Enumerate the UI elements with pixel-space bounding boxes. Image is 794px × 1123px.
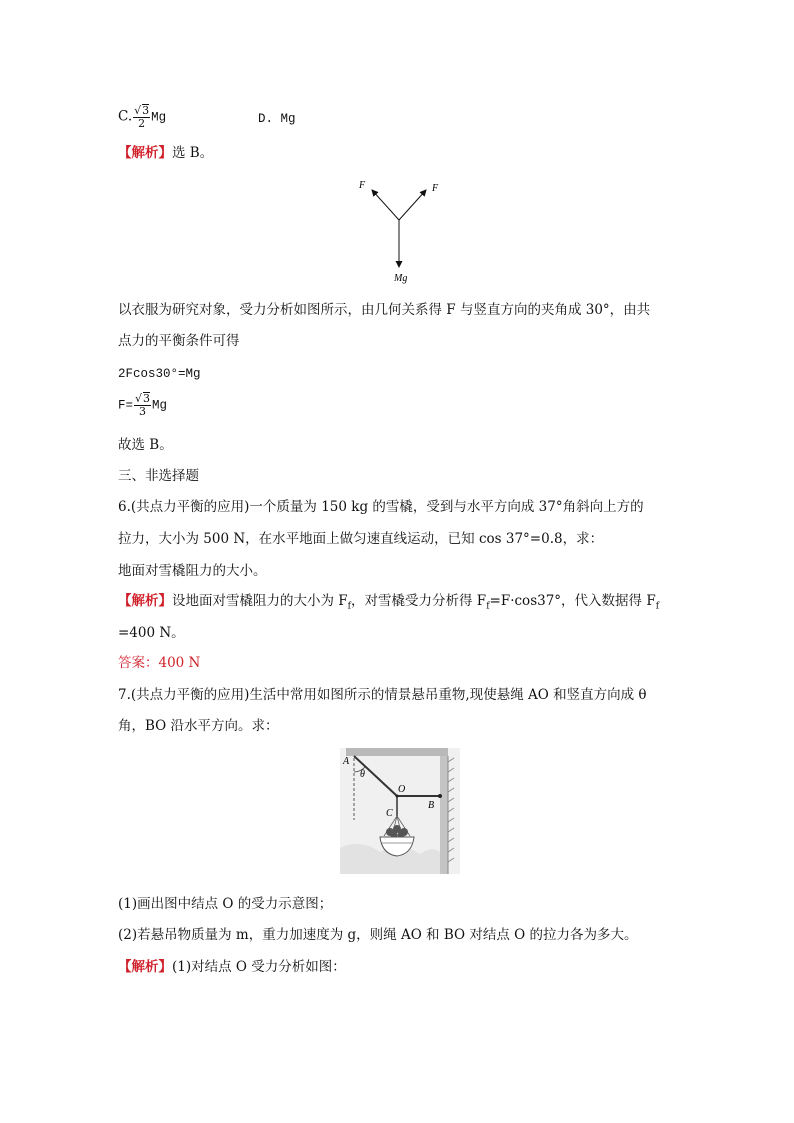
label-mg: Mg (394, 273, 408, 284)
conclusion: 故选 B。 (118, 437, 173, 453)
force-left-arrow (372, 190, 399, 220)
label-f-right: F (432, 183, 439, 194)
q6-analysis: 【解析】设地面对雪橇阻力的大小为 $F_f$，对雪橇受力分析得 $F_f=F\cdot\cos 37^\circ$，代入数据得 $F_f$ (118, 593, 660, 612)
para1-line2: 点力的平衡条件可得 (118, 333, 240, 349)
q7-sub2: (2)若悬吊物质量为 m，重力加速度为 g，则绳 AO 和 BO 对结点 O 的拉力各为多大。 (118, 927, 638, 943)
q7-sub1: (1)画出图中结点 O 的受力示意图； (118, 896, 333, 912)
label-b: B (428, 800, 435, 811)
option-c: C. $\frac{√3}{2}$ Mg (118, 104, 167, 130)
para1-line1: 以衣服为研究对象，受力分析如图所示，由几何关系得 F 与竖直方向的夹角成 30°，由共 (118, 302, 651, 318)
section-title: 三、非选择题 (118, 468, 199, 484)
equation-2-fraction: $\frac{√3}{3}$ (135, 392, 151, 418)
label-a: A (343, 756, 350, 767)
q6-analysis-line2: =400 N。 (118, 625, 185, 641)
q6-line1: 6.(共点力平衡的应用)一个质量为 150 kg 的雪橇，受到与水平方向成 37°角斜向上方的 (118, 499, 644, 515)
equation-1: 2Fcos30°=Mg (118, 367, 201, 381)
point-b (438, 794, 442, 798)
right-wall (440, 756, 448, 874)
q6-line2: 拉力，大小为 500 N，在水平地面上做匀速直线运动，已知 cos 37°=0.8，求： (118, 531, 604, 547)
q6-line3: 地面对雪橇阻力的大小。 (118, 563, 267, 579)
option-d: D. Mg (258, 112, 296, 126)
label-o: O (398, 784, 406, 795)
option-c-fraction: $\frac{√3}{2}$ (134, 104, 150, 130)
analysis-1: 【解析】选 B。 (118, 145, 214, 161)
q7-line2: 角，BO 沿水平方向。求： (118, 718, 279, 734)
hanging-basket-figure (340, 748, 460, 874)
force-diagram-y (350, 172, 460, 287)
q7-analysis: 【解析】(1)对结点 O 受力分析如图： (118, 959, 346, 975)
force-right-arrow (399, 190, 426, 220)
label-c: C (386, 808, 393, 819)
q7-line1: 7.(共点力平衡的应用)生活中常用如图所示的情景悬吊重物,现使悬绳 AO 和竖直方向成 θ (118, 687, 647, 703)
equation-2: F= $\frac{√3}{3}$ Mg (118, 392, 168, 418)
ceiling (346, 748, 448, 756)
label-f-left: F (359, 180, 366, 191)
label-theta: θ (360, 769, 365, 780)
q6-answer: 答案：400 N (118, 655, 201, 671)
